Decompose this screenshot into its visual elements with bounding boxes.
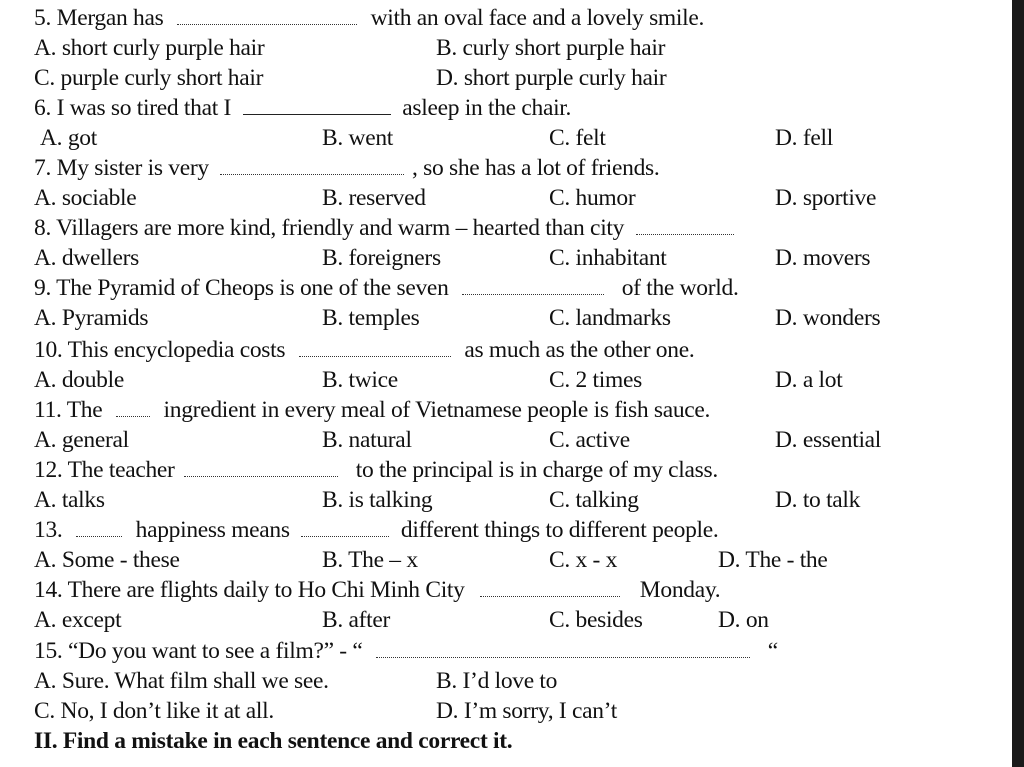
answer-blank[interactable]	[299, 338, 451, 357]
q12-option-c[interactable]: C. talking	[549, 487, 639, 513]
question-12-tail: to the principal is in charge of my class.	[355, 457, 718, 483]
question-9-tail: of the world.	[621, 275, 739, 301]
q11-option-a[interactable]: A. general	[34, 427, 129, 453]
q15-option-d[interactable]: D. I’m sorry, I can’t	[436, 698, 617, 724]
question-8-stem: 8. Villagers are more kind, friendly and warm – hearted than city	[34, 215, 625, 241]
q11-option-d[interactable]: D. essential	[775, 427, 882, 453]
question-5	[34, 3, 704, 33]
question-6	[34, 93, 571, 123]
q9-option-c[interactable]: C. landmarks	[549, 305, 671, 331]
question-11-stem: 11. The	[34, 397, 103, 423]
q13-option-a[interactable]: A. Some - these	[34, 547, 180, 573]
answer-blank[interactable]	[243, 94, 391, 115]
q15-option-c[interactable]: C. No, I don’t like it at all.	[34, 698, 274, 724]
question-10-stem: 10. This encyclopedia costs	[34, 337, 286, 363]
q13-option-d[interactable]: D. The - the	[718, 547, 828, 573]
section-heading: II. Find a mistake in each sentence and correct it.	[34, 728, 513, 754]
question-15-stem: 15. “Do you want to see a film?” - “	[34, 638, 363, 664]
answer-blank[interactable]	[376, 639, 750, 658]
q13-option-b[interactable]: B. The – x	[322, 547, 418, 573]
question-9	[34, 273, 739, 303]
q10-option-b[interactable]: B. twice	[322, 367, 398, 393]
question-13	[34, 515, 718, 545]
q9-option-b[interactable]: B. temples	[322, 305, 420, 331]
q14-option-d[interactable]: D. on	[718, 607, 769, 633]
q6-option-d[interactable]: D. fell	[775, 125, 833, 151]
q7-option-b[interactable]: B. reserved	[322, 185, 426, 211]
question-6-stem: 6. I was so tired that I	[34, 95, 232, 121]
question-12	[34, 455, 718, 485]
q10-option-d[interactable]: D. a lot	[775, 367, 843, 393]
answer-blank-1[interactable]	[76, 518, 122, 537]
question-15-tail: “	[767, 638, 778, 664]
answer-blank[interactable]	[636, 216, 734, 235]
question-14	[34, 575, 720, 605]
q5-option-b[interactable]: B. curly short purple hair	[436, 35, 666, 61]
q5-option-d[interactable]: D. short purple curly hair	[436, 65, 667, 91]
answer-blank[interactable]	[177, 6, 357, 25]
question-11	[34, 395, 710, 425]
answer-blank[interactable]	[220, 156, 404, 175]
q7-option-a[interactable]: A. sociable	[34, 185, 137, 211]
q6-option-a[interactable]: A. got	[40, 125, 97, 151]
question-7-tail: , so she has a lot of friends.	[411, 155, 660, 181]
q11-option-c[interactable]: C. active	[549, 427, 630, 453]
q13-option-c[interactable]: C. x - x	[549, 547, 618, 573]
q14-option-a[interactable]: A. except	[34, 607, 122, 633]
page-edge-border	[1012, 0, 1024, 767]
question-13-middle: happiness means	[135, 517, 290, 543]
question-6-tail: asleep in the chair.	[402, 95, 572, 121]
q15-option-b[interactable]: B. I’d love to	[436, 668, 558, 694]
q9-option-a[interactable]: A. Pyramids	[34, 305, 149, 331]
question-7-stem: 7. My sister is very	[34, 155, 209, 181]
answer-blank[interactable]	[462, 276, 604, 295]
question-10	[34, 335, 694, 365]
q11-option-b[interactable]: B. natural	[322, 427, 412, 453]
q10-option-c[interactable]: C. 2 times	[549, 367, 642, 393]
q5-option-c[interactable]: C. purple curly short hair	[34, 65, 264, 91]
q8-option-b[interactable]: B. foreigners	[322, 245, 441, 271]
q12-option-d[interactable]: D. to talk	[775, 487, 861, 513]
question-13-stem: 13.	[34, 517, 63, 543]
q8-option-c[interactable]: C. inhabitant	[549, 245, 667, 271]
answer-blank[interactable]	[184, 458, 338, 477]
answer-blank-2[interactable]	[301, 518, 389, 537]
q12-option-a[interactable]: A. talks	[34, 487, 105, 513]
q7-option-d[interactable]: D. sportive	[775, 185, 877, 211]
answer-blank[interactable]	[116, 398, 150, 417]
q6-option-b[interactable]: B. went	[322, 125, 394, 151]
question-5-stem: 5. Mergan has	[34, 5, 164, 31]
question-5-tail: with an oval face and a lovely smile.	[370, 5, 705, 31]
question-14-tail: Monday.	[639, 577, 721, 603]
question-9-stem: 9. The Pyramid of Cheops is one of the seven	[34, 275, 449, 301]
q14-option-b[interactable]: B. after	[322, 607, 391, 633]
question-15	[34, 636, 778, 666]
question-8	[34, 213, 734, 243]
question-12-stem: 12. The teacher	[34, 457, 175, 483]
question-10-tail: as much as the other one.	[464, 337, 695, 363]
q6-option-c[interactable]: C. felt	[549, 125, 606, 151]
q14-option-c[interactable]: C. besides	[549, 607, 643, 633]
q12-option-b[interactable]: B. is talking	[322, 487, 433, 513]
q8-option-a[interactable]: A. dwellers	[34, 245, 140, 271]
question-14-stem: 14. There are flights daily to Ho Chi Minh City	[34, 577, 465, 603]
question-7	[34, 153, 659, 183]
question-11-tail: ingredient in every meal of Vietnamese people is fish sauce.	[163, 397, 711, 423]
q7-option-c[interactable]: C. humor	[549, 185, 636, 211]
q10-option-a[interactable]: A. double	[34, 367, 124, 393]
q8-option-d[interactable]: D. movers	[775, 245, 871, 271]
answer-blank[interactable]	[480, 578, 620, 597]
q5-option-a[interactable]: A. short curly purple hair	[34, 35, 265, 61]
question-13-tail: different things to different people.	[400, 517, 719, 543]
q9-option-d[interactable]: D. wonders	[775, 305, 881, 331]
q15-option-a[interactable]: A. Sure. What film shall we see.	[34, 668, 329, 694]
